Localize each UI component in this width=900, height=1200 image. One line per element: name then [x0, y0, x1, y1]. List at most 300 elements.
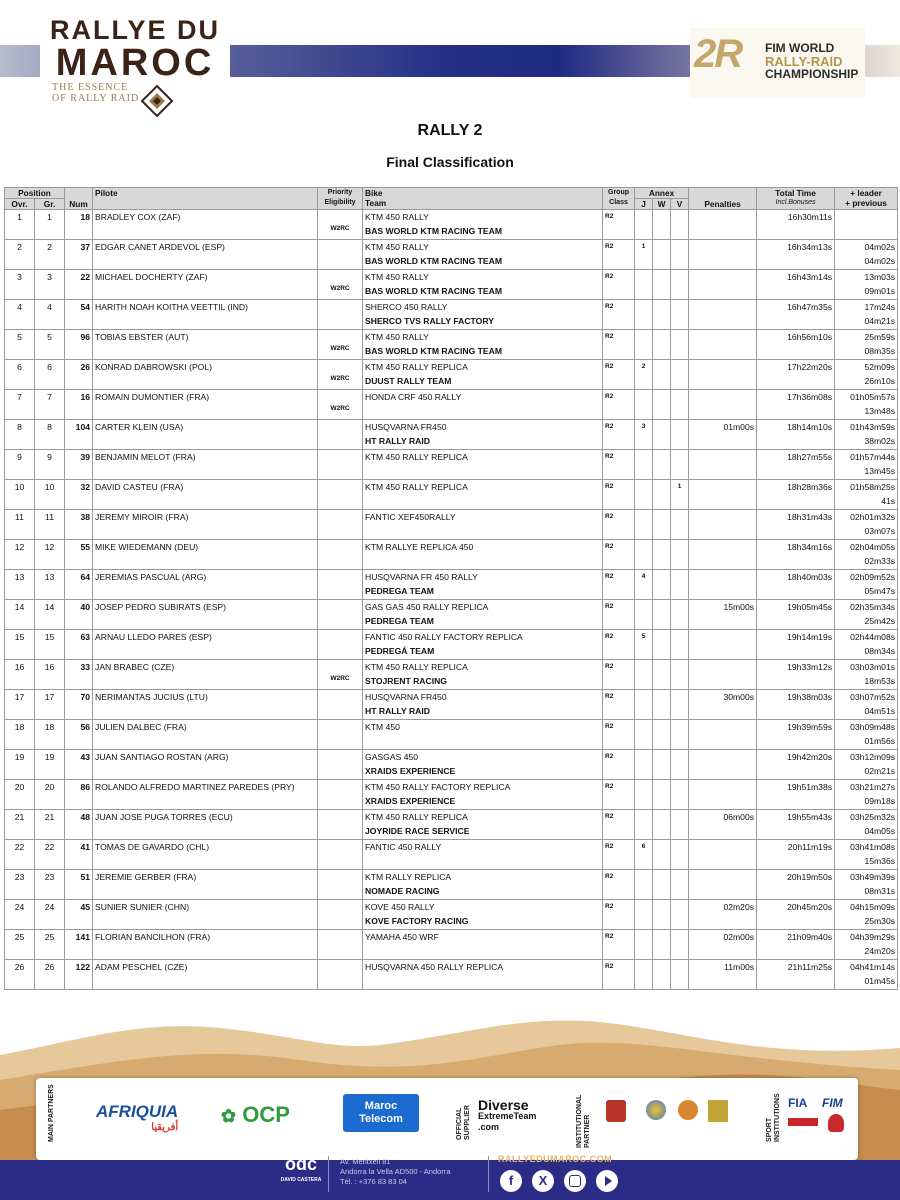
group-cell: R2	[603, 630, 635, 660]
x-twitter-icon[interactable]: X	[532, 1170, 554, 1192]
ovr-cell: 11	[5, 510, 35, 540]
penalties-cell	[689, 210, 757, 240]
annex-v-cell	[671, 240, 689, 270]
ovr-cell: 4	[5, 300, 35, 330]
pilote-cell: ARNAU LLEDO PARES (ESP)	[93, 630, 318, 660]
table-row	[5, 600, 898, 630]
priority-cell: W2RC	[318, 360, 363, 390]
priority-cell	[318, 810, 363, 840]
facebook-icon[interactable]: f	[500, 1170, 522, 1192]
annex-j-cell	[635, 720, 653, 750]
annex-w-cell	[653, 450, 671, 480]
col-priority: Priority Eligibility	[318, 188, 363, 210]
bike-team-cell: KTM 450	[363, 720, 603, 750]
num-cell: 104	[65, 420, 93, 450]
penalties-cell	[689, 360, 757, 390]
gaps-cell: 02h35m34s 25m42s	[835, 600, 898, 630]
annex-j-cell	[635, 540, 653, 570]
total-time-cell: 16h30m11s	[757, 210, 835, 240]
annex-w-cell	[653, 240, 671, 270]
annex-v-cell: 1	[671, 480, 689, 510]
annex-v-cell	[671, 450, 689, 480]
ovr-cell: 7	[5, 390, 35, 420]
group-cell: R2	[603, 750, 635, 780]
sport-institutions-label: SPORT INSTITUTIONS	[766, 1093, 781, 1142]
annex-v-cell	[671, 420, 689, 450]
annex-j-cell	[635, 660, 653, 690]
gaps-cell: 03h41m08s 15m36s	[835, 840, 898, 870]
bike-team-cell: HUSQVARNA 450 RALLY REPLICA	[363, 960, 603, 990]
annex-w-cell	[653, 420, 671, 450]
fim-logo: FIM	[822, 1096, 843, 1110]
gr-cell: 26	[35, 960, 65, 990]
annex-w-cell	[653, 540, 671, 570]
col-group-class: Group Class	[603, 188, 635, 210]
total-time-cell: 17h36m08s	[757, 390, 835, 420]
gaps-cell	[835, 210, 898, 240]
table-header-row-1	[5, 188, 898, 199]
penalties-cell	[689, 450, 757, 480]
total-time-cell: 18h28m36s	[757, 480, 835, 510]
ovr-cell: 23	[5, 870, 35, 900]
pilote-cell: MIKE WIEDEMANN (DEU)	[93, 540, 318, 570]
pilote-cell: EDGAR CANET ARDEVOL (ESP)	[93, 240, 318, 270]
sponsor-panel	[36, 1078, 858, 1160]
penalties-cell	[689, 540, 757, 570]
group-cell: R2	[603, 450, 635, 480]
frmsm-logo-icon	[788, 1118, 818, 1126]
bike-team-cell: KTM 450 RALLY BAS WORLD KTM RACING TEAM	[363, 240, 603, 270]
ovr-cell: 20	[5, 780, 35, 810]
gr-cell: 22	[35, 840, 65, 870]
pilote-cell: JEREMY MIROIR (FRA)	[93, 510, 318, 540]
group-cell: R2	[603, 720, 635, 750]
annex-v-cell	[671, 810, 689, 840]
priority-cell	[318, 960, 363, 990]
ovr-cell: 10	[5, 480, 35, 510]
bike-team-cell: KTM 450 RALLY REPLICA	[363, 480, 603, 510]
ovr-cell: 25	[5, 930, 35, 960]
ovr-cell: 9	[5, 450, 35, 480]
annex-v-cell	[671, 660, 689, 690]
group-cell: R2	[603, 240, 635, 270]
penalties-cell	[689, 270, 757, 300]
num-cell: 39	[65, 450, 93, 480]
col-ovr: Ovr.	[5, 199, 35, 210]
gaps-cell: 02h09m52s 05m47s	[835, 570, 898, 600]
priority-cell	[318, 870, 363, 900]
total-time-cell: 19h55m43s	[757, 810, 835, 840]
website-link[interactable]: RALLYEDUMAROC.COM	[498, 1154, 613, 1164]
afriquia-logo: AFRIQUIA أفريقيا	[96, 1102, 179, 1133]
ovr-cell: 17	[5, 690, 35, 720]
annex-j-cell: 4	[635, 570, 653, 600]
total-time-cell: 18h34m16s	[757, 540, 835, 570]
annex-v-cell	[671, 930, 689, 960]
annex-w-cell	[653, 660, 671, 690]
total-time-cell: 19h51m38s	[757, 780, 835, 810]
annex-v-cell	[671, 900, 689, 930]
annex-v-cell	[671, 690, 689, 720]
num-cell: 86	[65, 780, 93, 810]
bike-team-cell: HONDA CRF 450 RALLY	[363, 390, 603, 420]
table-row	[5, 240, 898, 270]
priority-cell	[318, 600, 363, 630]
total-time-cell: 19h05m45s	[757, 600, 835, 630]
pilote-cell: FLORIAN BANCILHON (FRA)	[93, 930, 318, 960]
official-supplier-label: OFFICIAL SUPPLIER	[456, 1104, 471, 1140]
pilote-cell: ADAM PESCHEL (CZE)	[93, 960, 318, 990]
annex-w-cell	[653, 630, 671, 660]
annex-j-cell	[635, 480, 653, 510]
priority-cell: W2RC	[318, 660, 363, 690]
annex-j-cell: 5	[635, 630, 653, 660]
annex-j-cell	[635, 390, 653, 420]
group-cell: R2	[603, 870, 635, 900]
gaps-cell: 03h03m01s 18m53s	[835, 660, 898, 690]
annex-w-cell	[653, 840, 671, 870]
bike-team-cell: FANTIC 450 RALLY FACTORY REPLICA PEDREGÁ TEAM	[363, 630, 603, 660]
num-cell: 55	[65, 540, 93, 570]
gr-cell: 21	[35, 810, 65, 840]
annex-v-cell	[671, 390, 689, 420]
table-row	[5, 660, 898, 690]
annex-j-cell: 6	[635, 840, 653, 870]
priority-cell	[318, 300, 363, 330]
penalties-cell	[689, 300, 757, 330]
bike-team-cell: KTM RALLYE REPLICA 450	[363, 540, 603, 570]
bike-team-cell: KOVE 450 RALLY KOVE FACTORY RACING	[363, 900, 603, 930]
priority-cell	[318, 780, 363, 810]
total-time-cell: 21h11m25s	[757, 960, 835, 990]
gaps-cell: 01h43m59s 38m02s	[835, 420, 898, 450]
annex-w-cell	[653, 300, 671, 330]
priority-cell	[318, 930, 363, 960]
annex-j-cell	[635, 600, 653, 630]
gaps-cell: 03h25m32s 04m05s	[835, 810, 898, 840]
pilote-cell: NERIMANTAS JUCIUS (LTU)	[93, 690, 318, 720]
ovr-cell: 8	[5, 420, 35, 450]
odc-logo: odc DAVID CASTERA	[280, 1154, 322, 1183]
gaps-cell: 25m59s 08m35s	[835, 330, 898, 360]
ovr-cell: 3	[5, 270, 35, 300]
penalties-cell: 06m00s	[689, 810, 757, 840]
penalties-cell: 15m00s	[689, 600, 757, 630]
bike-team-cell: KTM 450 RALLY REPLICA JOYRIDE RACE SERVICE	[363, 810, 603, 840]
annex-j-cell	[635, 960, 653, 990]
num-cell: 37	[65, 240, 93, 270]
penalties-cell	[689, 330, 757, 360]
total-time-cell: 18h27m55s	[757, 450, 835, 480]
penalties-cell	[689, 570, 757, 600]
annex-j-cell	[635, 810, 653, 840]
pilote-cell: JEREMIAS PASCUAL (ARG)	[93, 570, 318, 600]
annex-j-cell	[635, 690, 653, 720]
annex-w-cell	[653, 600, 671, 630]
col-gr: Gr.	[35, 199, 65, 210]
num-cell: 32	[65, 480, 93, 510]
penalties-cell	[689, 510, 757, 540]
bike-team-cell: KTM 450 RALLY BAS WORLD KTM RACING TEAM	[363, 270, 603, 300]
gr-cell: 1	[35, 210, 65, 240]
gr-cell: 25	[35, 930, 65, 960]
pilote-cell: SUNIER SUNIER (CHN)	[93, 900, 318, 930]
annex-v-cell	[671, 510, 689, 540]
gr-cell: 14	[35, 600, 65, 630]
group-cell: R2	[603, 390, 635, 420]
penalties-cell	[689, 720, 757, 750]
annex-j-cell	[635, 750, 653, 780]
penalties-cell	[689, 660, 757, 690]
pilote-cell: TOMAS DE GAVARDO (CHL)	[93, 840, 318, 870]
youtube-icon[interactable]	[596, 1170, 618, 1192]
total-time-cell: 20h11m19s	[757, 840, 835, 870]
pilote-cell: DAVID CASTEU (FRA)	[93, 480, 318, 510]
ovr-cell: 1	[5, 210, 35, 240]
gaps-cell: 04h41m14s 01m45s	[835, 960, 898, 990]
annex-v-cell	[671, 600, 689, 630]
priority-cell	[318, 900, 363, 930]
col-w: W	[653, 199, 671, 210]
gr-cell: 11	[35, 510, 65, 540]
bike-team-cell: FANTIC XEF450RALLY	[363, 510, 603, 540]
priority-cell: W2RC	[318, 270, 363, 300]
gr-cell: 24	[35, 900, 65, 930]
priority-cell: W2RC	[318, 390, 363, 420]
total-time-cell: 16h56m10s	[757, 330, 835, 360]
priority-cell	[318, 510, 363, 540]
ovr-cell: 18	[5, 720, 35, 750]
table-row	[5, 330, 898, 360]
total-time-cell: 16h43m14s	[757, 270, 835, 300]
annex-w-cell	[653, 480, 671, 510]
pilote-cell: KONRAD DABROWSKI (POL)	[93, 360, 318, 390]
num-cell: 122	[65, 960, 93, 990]
table-row	[5, 540, 898, 570]
group-cell: R2	[603, 420, 635, 450]
table-row	[5, 690, 898, 720]
annex-w-cell	[653, 900, 671, 930]
gr-cell: 15	[35, 630, 65, 660]
gaps-cell: 03h21m27s 09m18s	[835, 780, 898, 810]
annex-v-cell	[671, 960, 689, 990]
annex-j-cell	[635, 270, 653, 300]
gr-cell: 17	[35, 690, 65, 720]
priority-cell	[318, 450, 363, 480]
total-time-cell: 20h19m50s	[757, 870, 835, 900]
page-title: RALLY 2	[417, 122, 483, 139]
bike-team-cell: SHERCO 450 RALLY SHERCO TVS RALLY FACTORY	[363, 300, 603, 330]
annex-w-cell	[653, 390, 671, 420]
bike-team-cell: HUSQVARNA FR450 HT RALLY RAID	[363, 690, 603, 720]
penalties-cell	[689, 870, 757, 900]
table-row	[5, 870, 898, 900]
num-cell: 40	[65, 600, 93, 630]
table-row	[5, 510, 898, 540]
table-row	[5, 360, 898, 390]
pilote-cell: BENJAMIN MELOT (FRA)	[93, 450, 318, 480]
bike-team-cell: HUSQVARNA FR450 HT RALLY RAID	[363, 420, 603, 450]
pilote-cell: JEREMIE GERBER (FRA)	[93, 870, 318, 900]
main-partners-label: MAIN PARTNERS	[48, 1084, 55, 1142]
priority-cell: W2RC	[318, 330, 363, 360]
num-cell: 63	[65, 630, 93, 660]
gr-cell: 6	[35, 360, 65, 390]
col-gaps: + leader + previous	[835, 188, 898, 210]
col-annex: Annex	[635, 188, 689, 199]
annex-v-cell	[671, 870, 689, 900]
num-cell: 18	[65, 210, 93, 240]
gaps-cell: 04h15m09s 25m30s	[835, 900, 898, 930]
col-bike-team: Bike Team	[363, 188, 603, 210]
gaps-cell: 03h49m39s 08m31s	[835, 870, 898, 900]
num-cell: 38	[65, 510, 93, 540]
penalties-cell	[689, 750, 757, 780]
gr-cell: 20	[35, 780, 65, 810]
annex-w-cell	[653, 570, 671, 600]
annex-j-cell	[635, 900, 653, 930]
bike-team-cell: KTM 450 RALLY REPLICA STOJRENT RACING	[363, 660, 603, 690]
priority-cell	[318, 750, 363, 780]
table-row	[5, 270, 898, 300]
annex-v-cell	[671, 270, 689, 300]
gaps-cell: 03h07m52s 04m51s	[835, 690, 898, 720]
group-cell: R2	[603, 690, 635, 720]
gr-cell: 9	[35, 450, 65, 480]
gaps-cell: 01h58m25s 41s	[835, 480, 898, 510]
pilote-cell: ROLANDO ALFREDO MARTINEZ PAREDES (PRY)	[93, 780, 318, 810]
table-body	[5, 210, 898, 990]
col-v: V	[671, 199, 689, 210]
footer-address: Av. Meritxell 81 Andorra la Vella AD500 - Andorra Tél. : +376 83 83 04	[340, 1157, 451, 1186]
ovr-cell: 6	[5, 360, 35, 390]
annex-v-cell	[671, 330, 689, 360]
rallye-du-maroc-logo: RALLYE DU MAROC THE ESSENCE OF RALLY RAID	[40, 12, 230, 117]
group-cell: R2	[603, 480, 635, 510]
annex-w-cell	[653, 210, 671, 240]
group-cell: R2	[603, 300, 635, 330]
ovr-cell: 15	[5, 630, 35, 660]
group-cell: R2	[603, 900, 635, 930]
annex-j-cell	[635, 300, 653, 330]
instagram-icon[interactable]	[564, 1170, 586, 1192]
footer	[0, 1154, 900, 1200]
page-subtitle: Final Classification	[386, 154, 514, 170]
num-cell: 43	[65, 750, 93, 780]
gr-cell: 5	[35, 330, 65, 360]
total-time-cell: 20h45m20s	[757, 900, 835, 930]
bike-team-cell: HUSQVARNA FR 450 RALLY PEDREGA TEAM	[363, 570, 603, 600]
pilote-cell: JUAN JOSE PUGA TORRES (ECU)	[93, 810, 318, 840]
num-cell: 26	[65, 360, 93, 390]
penalties-cell: 02m00s	[689, 930, 757, 960]
total-time-cell: 19h38m03s	[757, 690, 835, 720]
penalties-cell: 11m00s	[689, 960, 757, 990]
col-penalties: Penalties	[689, 188, 757, 210]
num-cell: 41	[65, 840, 93, 870]
bike-team-cell: KTM 450 RALLY BAS WORLD KTM RACING TEAM	[363, 330, 603, 360]
gr-cell: 2	[35, 240, 65, 270]
penalties-cell	[689, 840, 757, 870]
annex-v-cell	[671, 630, 689, 660]
penalties-cell	[689, 780, 757, 810]
gaps-cell: 04h39m29s 24m20s	[835, 930, 898, 960]
col-total-time: Total Time Incl.Bonuses	[757, 188, 835, 210]
annex-v-cell	[671, 720, 689, 750]
annex-j-cell	[635, 450, 653, 480]
annex-w-cell	[653, 810, 671, 840]
pilote-cell: HARITH NOAH KOITHA VEETTIL (IND)	[93, 300, 318, 330]
annex-w-cell	[653, 720, 671, 750]
bike-team-cell: KTM 450 RALLY BAS WORLD KTM RACING TEAM	[363, 210, 603, 240]
group-cell: R2	[603, 780, 635, 810]
num-cell: 45	[65, 900, 93, 930]
table-row	[5, 570, 898, 600]
bike-team-cell: KTM 450 RALLY REPLICA DUUST RALLY TEAM	[363, 360, 603, 390]
ovr-cell: 24	[5, 900, 35, 930]
priority-cell	[318, 690, 363, 720]
group-cell: R2	[603, 540, 635, 570]
group-cell: R2	[603, 840, 635, 870]
table-row	[5, 630, 898, 660]
annex-v-cell	[671, 750, 689, 780]
pilote-cell: TOBIAS EBSTER (AUT)	[93, 330, 318, 360]
gaps-cell: 01h05m57s 13m48s	[835, 390, 898, 420]
annex-j-cell	[635, 930, 653, 960]
annex-j-cell	[635, 210, 653, 240]
fia-logo: FIA	[788, 1096, 808, 1110]
bike-team-cell: GASGAS 450 XRAIDS EXPERIENCE	[363, 750, 603, 780]
gr-cell: 10	[35, 480, 65, 510]
num-cell: 48	[65, 810, 93, 840]
pilote-cell: BRADLEY COX (ZAF)	[93, 210, 318, 240]
gr-cell: 4	[35, 300, 65, 330]
annex-w-cell	[653, 690, 671, 720]
annex-j-cell: 3	[635, 420, 653, 450]
annex-v-cell	[671, 360, 689, 390]
annex-v-cell	[671, 840, 689, 870]
table-row	[5, 840, 898, 870]
penalties-cell	[689, 240, 757, 270]
annex-w-cell	[653, 510, 671, 540]
annex-w-cell	[653, 330, 671, 360]
group-cell: R2	[603, 960, 635, 990]
bike-team-cell: KTM RALLY REPLICA NOMADE RACING	[363, 870, 603, 900]
gaps-cell: 04m02s 04m02s	[835, 240, 898, 270]
group-cell: R2	[603, 360, 635, 390]
pilote-cell: JOSEP PEDRO SUBIRATS (ESP)	[93, 600, 318, 630]
gaps-cell: 17m24s 04m21s	[835, 300, 898, 330]
maroc-emblem-icon	[606, 1100, 626, 1122]
total-time-cell: 19h33m12s	[757, 660, 835, 690]
penalties-cell: 30m00s	[689, 690, 757, 720]
group-cell: R2	[603, 510, 635, 540]
ovr-cell: 2	[5, 240, 35, 270]
priority-cell	[318, 840, 363, 870]
table-row	[5, 780, 898, 810]
penalties-cell	[689, 630, 757, 660]
bike-team-cell: YAMAHA 450 WRF	[363, 930, 603, 960]
group-cell: R2	[603, 660, 635, 690]
table-row	[5, 720, 898, 750]
annex-w-cell	[653, 960, 671, 990]
pilote-cell: ROMAIN DUMONTIER (FRA)	[93, 390, 318, 420]
table-row	[5, 960, 898, 990]
bike-team-cell: FANTIC 450 RALLY	[363, 840, 603, 870]
total-time-cell: 16h47m35s	[757, 300, 835, 330]
gr-cell: 18	[35, 720, 65, 750]
table-row	[5, 300, 898, 330]
